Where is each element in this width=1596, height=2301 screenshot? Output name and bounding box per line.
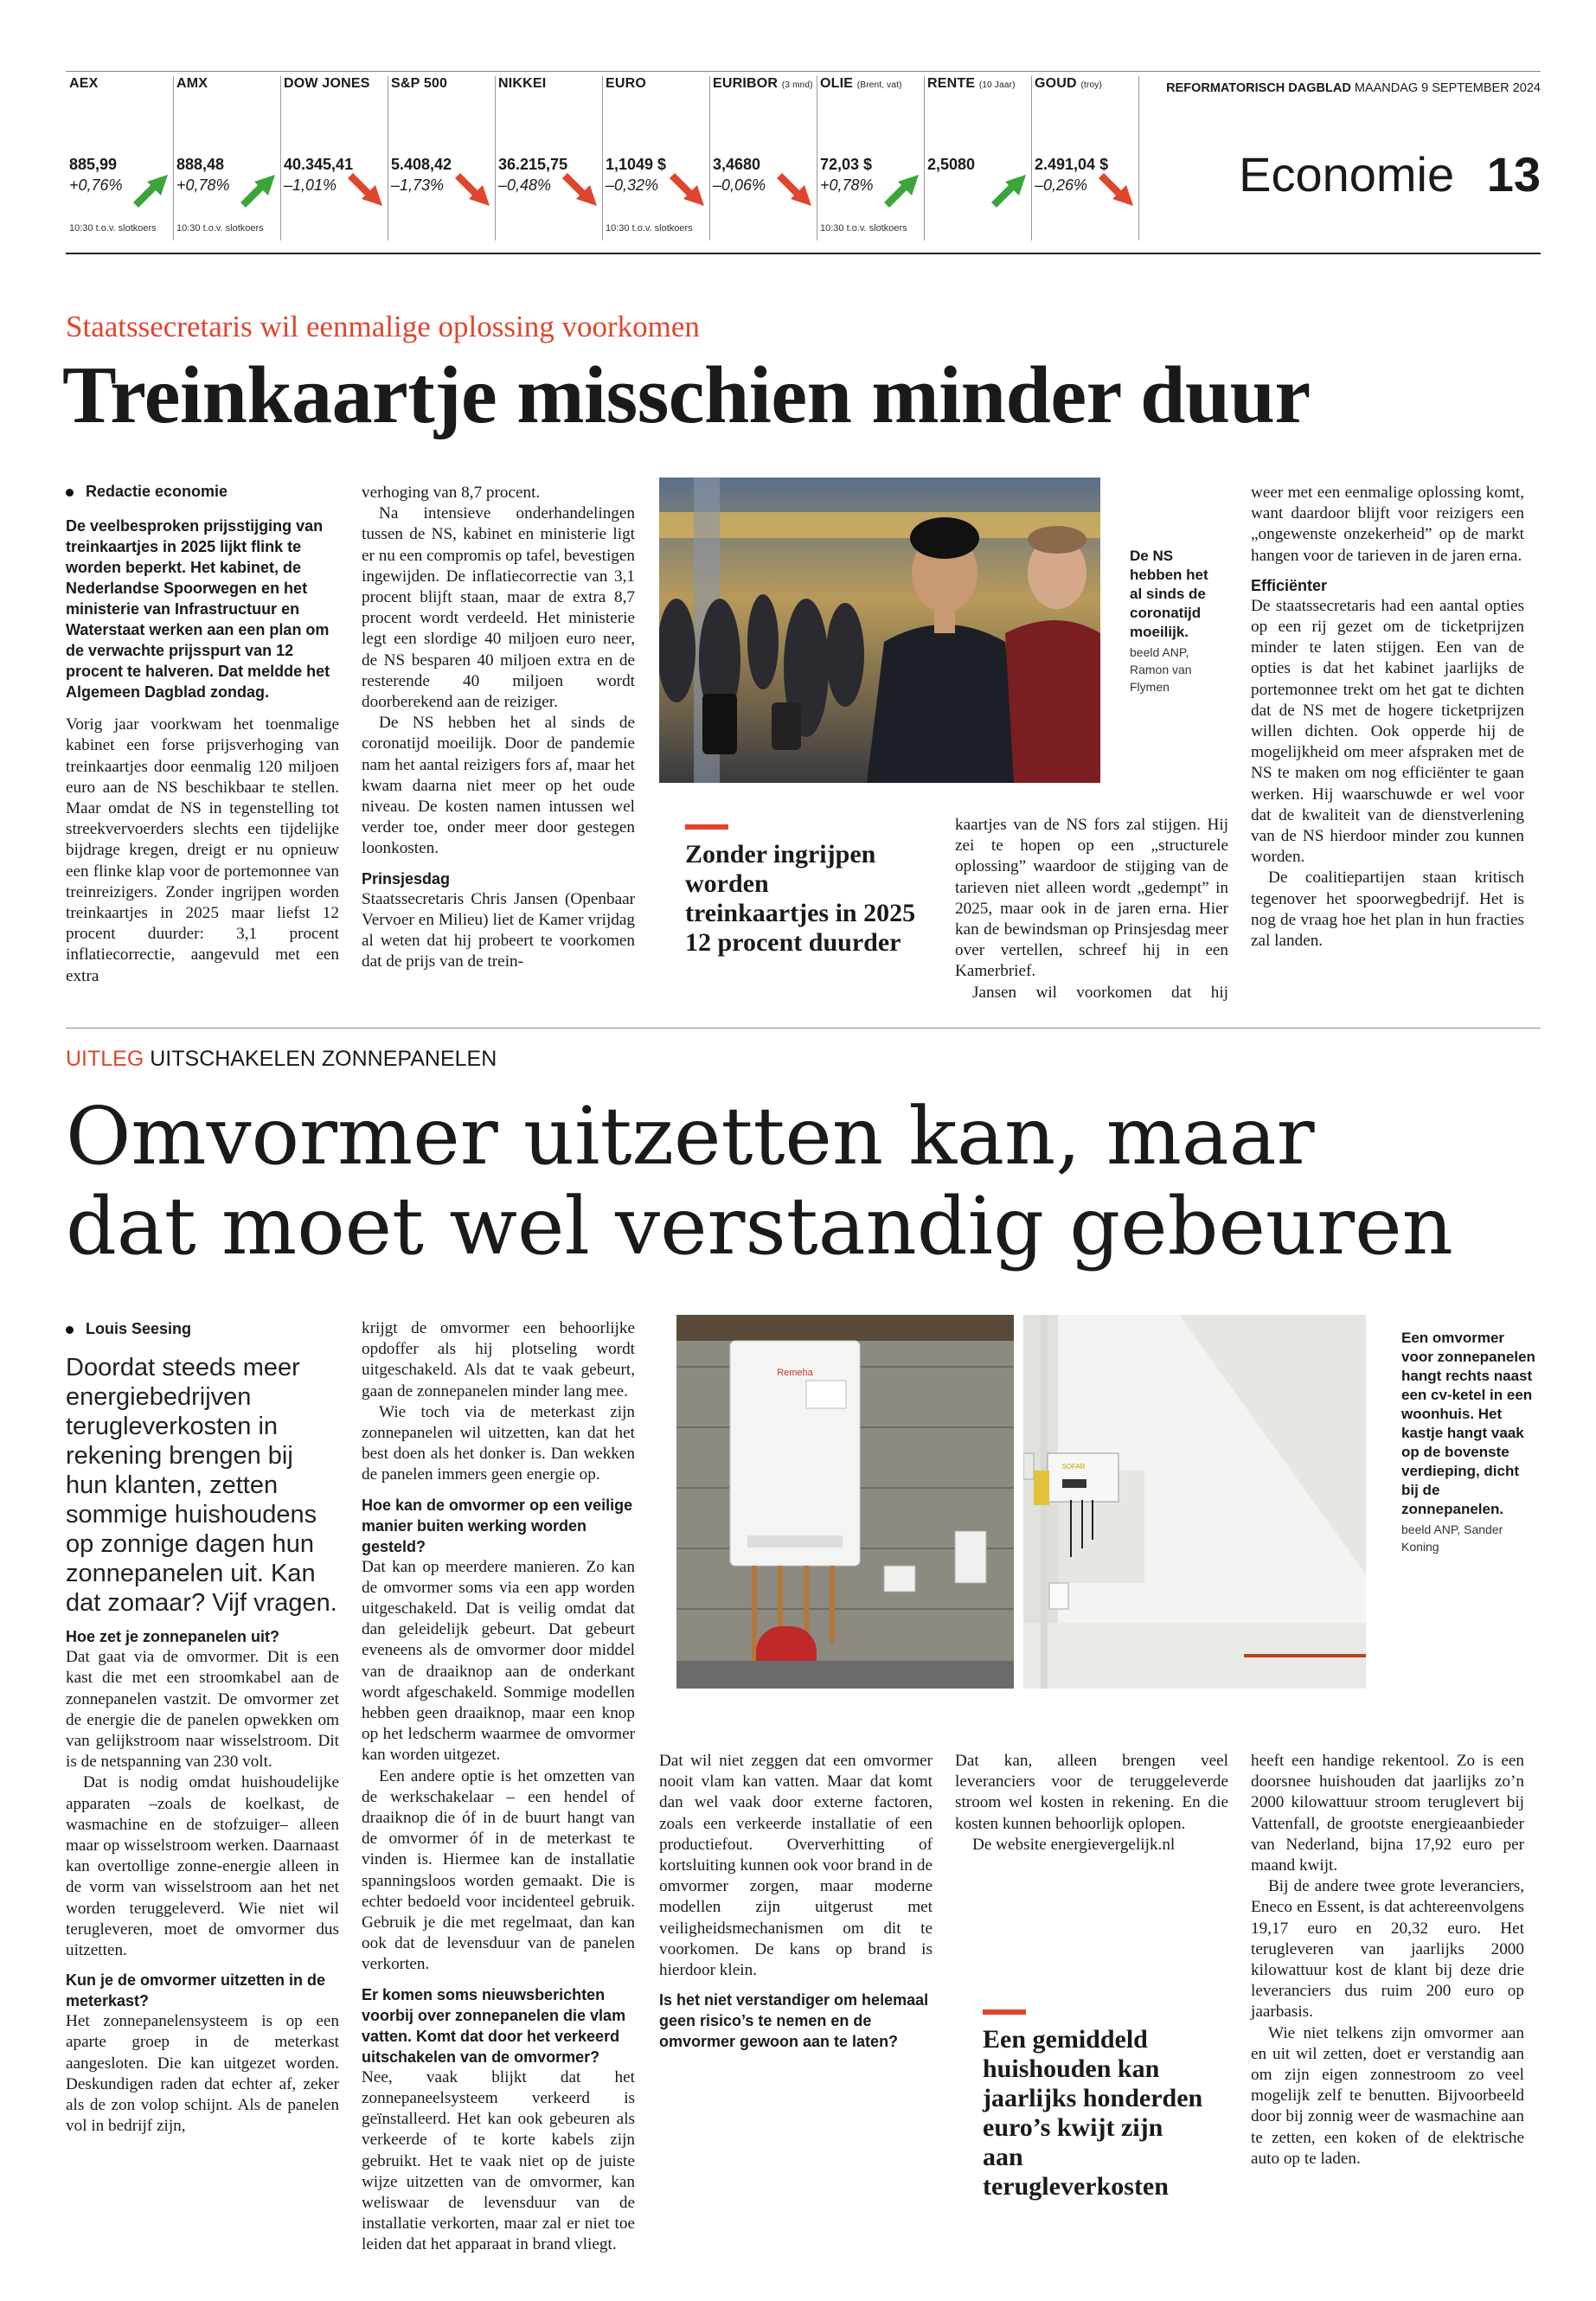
- article1-paragraph: Na intensieve onderhandelingen tussen de NS, kabinet en ministerie ligt er nu een compromis op tafel, bevestigen ingewijden. De inflatiecorrectie van 3,1 procent blijft staan, maar de extra 8,7 procent wordt verdeeld. Het ministerie legt een slordige 40 miljoen euro neer, de NS besparen 40 miljoen extra en de resterende 40 miljoen wordt doorberekend aan de reiziger.: [362, 504, 635, 712]
- ticker-item: [176, 76, 279, 240]
- article1-paragraph: kaartjes van de NS fors zal stijgen. Hij zei te hopen op een „structurele oplossing” waardoor de stijging van de tarieven niet alleen wordt „gedempt” in 2025, maar ook in de jaren erna. Hier kan de bewindsman op Prinsjesdag meer over vertellen, schreef hij in een Kamerbrief.: [955, 816, 1228, 981]
- section-header: [1239, 149, 1541, 201]
- article1-lead: De veelbesproken prijsstijging van treinkaartjes in 2025 lijkt flink te worden beperkt. Het kabinet, de Nederlandse Spoorwegen en het ministerie van Infrastructuur en Waterstaat werken aan een plan om de verwachte prijsspurt van 12 procent te halveren. Dat meldde het Algemeen Dagblad zondag.: [66, 517, 330, 702]
- caption-text: Een omvormer voor zonnepanelen hangt rechts naast een cv-ketel in een woonhuis. Het kastje hangt vaak op de bovenste verdieping, dicht bij de zonnepanelen.: [1401, 1330, 1535, 1517]
- pullquote-bar: [685, 824, 728, 830]
- article1-subhead: Efficiënter: [1251, 576, 1328, 594]
- ticker-value: 885,99: [69, 156, 118, 173]
- ticker-value: 1,1049 $: [606, 156, 667, 173]
- photo-credit: beeld ANP, Ramon van Flymen: [1130, 645, 1192, 694]
- ticker-value: 2.491,04 $: [1035, 156, 1109, 173]
- ticker-value: 2,5080: [927, 156, 976, 173]
- ticker-item: [284, 76, 386, 240]
- article2-paragraph: Dat wil niet zeggen dat een omvormer nooit vlam kan vatten. Maar dat komt dan wel vaak door externe factoren, zoals een verkeerde installatie of een productiefout. Oververhitting of kortsluiting kunnen ook voor brand in de omvormer zorgen, maar moderne modellen zijn uitgerust met veiligheidsmechanismen om dit te voorkomen. De kans op brand is hierdoor klein.: [659, 1752, 933, 1980]
- ticker-item: [927, 76, 1029, 240]
- article1-paragraph: Vorig jaar voorkwam het toenmalige kabinet een forse prijsverhoging van treinkaartjes door eenmalig 120 miljoen euro aan de NS beschikbaar te stellen. Maar omdat de NS in tegenstelling tot streekvervoerders slechts een tijdelijke bijdrage kregen, dreigt er nu opnieuw een flinke klap voor de portemonnee van treinreizigers. Zonder ingrijpen worden treinkaartjes in 2025 maar liefst 12 procent duurder: 3,1 procent inflatiecorrectie, aangevuld met een extra: [66, 715, 339, 985]
- arrow-down-icon: [348, 171, 386, 209]
- ticker-change: –0,32%: [606, 176, 659, 194]
- byline-bullet-icon: [66, 1326, 74, 1334]
- ticker-item: [69, 76, 171, 240]
- article2-col3: [659, 1751, 933, 2052]
- ticker-change: +0,78%: [820, 176, 874, 194]
- ticker-value: 3,4680: [713, 156, 761, 173]
- question-heading: Hoe kan de omvormer op een veilige manier buiten werking worden gesteld?: [362, 1496, 633, 1555]
- article1-paragraph: De staatssecretaris had een aantal opties op een rij gezet om de ticketprijzen minder te laten stijgen. Een van de opties is dat het kabinet jaarlijks de portemonnee trekt om het gat te dichten dat de NS met de hogere ticketprijzen willen dichten. Ook opperde hij de mogelijkheid om meer afspraken met de NS te maken om nog efficiënter te gaan werken. Hij waarschuwde er wel voor dat de kwaliteit van de dienstverlening van de NS hierdoor minder zou kunnen worden.: [1251, 596, 1524, 867]
- article1-paragraph: verhoging van 8,7 procent.: [362, 484, 541, 502]
- article2-col2: [362, 1318, 635, 2256]
- ticker-label: AEX: [69, 76, 99, 91]
- train-photo-caption: [1130, 547, 1223, 695]
- ticker-change: –0,26%: [1035, 176, 1088, 194]
- arrow-down-icon: [777, 171, 815, 209]
- ticker-divider: [709, 76, 710, 240]
- article2-intro: Doordat steeds meer energiebedrijven terugleverkosten in rekening brengen bij hun klanten, zetten sommige huishoudens op zonnige dagen hun zonnepanelen uit. Kan dat zomaar? Vijf vragen.: [66, 1354, 337, 1618]
- article1-subhead: Prinsjesdag: [362, 869, 451, 888]
- ticker-label: EURO: [606, 76, 647, 91]
- article2-headline: Omvormer uitzetten kan, maar dat moet wel verstandig gebeuren: [66, 1090, 1453, 1272]
- question-heading: Kun je de omvormer uitzetten in de meterkast?: [66, 1971, 326, 2010]
- ticker-label: AMX: [176, 76, 208, 91]
- ticker-value: 40.345,41: [284, 156, 354, 173]
- article1-paragraph: Staatssecretaris Chris Jansen (Openbaar Vervoer en Milieu) liet de Kamer vrijdag al weten dat hij probeert te voorkomen dat de prijs van de trein-: [362, 889, 635, 971]
- inverter-photo-caption: [1401, 1329, 1540, 1555]
- article2-paragraph: Dat kan op meerdere manieren. Zo kan de omvormer soms via een app worden uitgeschakeld. Dat is veilig omdat dat dan geleidelijk gebeurt. Dat gebeurt eveneens als de omvormer door middel van de draaiknop aan de onderkant wordt afgeschakeld. Sommige modellen hebben geen draaiknop, maar een knop op het ledscherm waarmee de omvormer kan worden uitgezet.: [362, 1557, 635, 1765]
- ticker-label: GOUD (troy): [1035, 76, 1102, 91]
- article1-headline: Treinkaartje misschien minder duur: [62, 350, 1311, 440]
- ticker-change: –1,73%: [391, 176, 445, 194]
- article1-kicker: Staatssecretaris wil eenmalige oplossing voorkomen: [66, 310, 700, 343]
- ticker-item: [498, 76, 600, 240]
- article2-paragraph: Dat kan, alleen brengen veel leveranciers voor de teruggeleverde stroom wel kosten in rekening. En die kosten kunnen behoorlijk oplopen.: [955, 1752, 1228, 1833]
- question-heading: Is het niet verstandiger om helemaal geen risico’s te nemen en de omvormer gewoon aan te laten?: [659, 1991, 929, 2051]
- ticker-value: 72,03 $: [820, 156, 873, 173]
- question-heading: Hoe zet je zonnepanelen uit?: [66, 1628, 280, 1646]
- arrow-up-icon: [991, 171, 1029, 209]
- ticker-value: 888,48: [176, 156, 225, 173]
- arrow-up-icon: [240, 171, 279, 209]
- byline-bullet-icon: [66, 489, 74, 497]
- ticker-label: NIKKEI: [498, 76, 547, 91]
- boiler-brand-label: Remeha: [777, 1368, 813, 1378]
- article1-paragraph: weer met een eenmalige oplossing komt, want daardoor blijft voor reizigers een „ongewenste onzekerheid” op de markt hangen voor de tarieven in de jaren erna.: [1251, 484, 1524, 565]
- article2-col1: [66, 1318, 339, 2137]
- article2-paragraph: Nee, vaak blijkt dat het zonnepaneelsysteem verkeerd is geïnstalleerd. Het kan ook gebeuren als verkeerde of te korte kabels zijn gebruikt. Het te vaak niet op de juiste wijze uitzetten van de omvormer, kan weliswaar de levensduur van de installatie verkorten, maar zal er niet toe leiden dat het apparaat in brand vliegt.: [362, 2067, 635, 2254]
- kicker-topic: UITSCHAKELEN ZONNEPANELEN: [150, 1047, 497, 1071]
- arrow-down-icon: [455, 171, 493, 209]
- photo-credit: beeld ANP, Sander Koning: [1401, 1522, 1503, 1554]
- article2-paragraph: Het zonnepanelensysteem is op een aparte groep in de meterkast aangesloten. Die kan uitgezet worden. Deskundigen raden dat echter af, zeker als de zon volop schijnt. Als de panelen vol in bedrijf zijn,: [66, 2012, 339, 2136]
- article2-col5: [1251, 1751, 1524, 2170]
- kicker-label: UITLEG: [66, 1047, 144, 1071]
- article2-paragraph: Dat gaat via de omvormer. Dit is een kast die met een stroomkabel aan de zonnepanelen vastzit. De omvormer zet de energie die de panelen opwekken om van gelijkstroom naar wisselstroom. Dit is de netspanning van 230 volt.: [66, 1648, 339, 1772]
- article1-col5: [1251, 483, 1524, 952]
- caption-text: De NS hebben het al sinds de coronatijd moeilijk.: [1130, 548, 1208, 640]
- ticker-divider: [602, 76, 603, 240]
- article1-col1: [66, 481, 339, 987]
- paper-name: REFORMATORISCH DAGBLAD: [1166, 81, 1351, 95]
- ticker-item: [820, 76, 922, 240]
- ticker-label: DOW JONES: [284, 76, 370, 91]
- ticker-note: 10:30 t.o.v. slotkoers: [606, 223, 693, 234]
- inverter-brand-label: SOFAR: [1061, 1463, 1086, 1471]
- article2-paragraph: Bij de andere twee grote leveranciers, Eneco en Essent, is dat achtereenvolgens 19,17 euro en 20,32 euro. Het terugleveren van jaarlijks 2000 kilowattuur kost de klant bij deze drie leveranciers dus ruim 200 euro op jaarbasis.: [1251, 1877, 1524, 2022]
- arrow-down-icon: [1099, 171, 1137, 209]
- article1-paragraph: Jansen wil voorkomen dat hij: [972, 983, 1228, 1002]
- ticker-divider: [173, 76, 174, 240]
- article1-col2: [362, 483, 635, 972]
- pullquote-text: Een gemiddeld huishouden kan jaarlijks honderden euro’s kwijt zijn aan terugleverkosten: [983, 2025, 1203, 2201]
- article1-byline: Redactie economie: [66, 481, 339, 502]
- arrow-up-icon: [133, 171, 171, 209]
- article2-pullquote: [983, 2009, 1208, 2202]
- article1-col4: [955, 815, 1228, 1003]
- article2-col4: [955, 1751, 1228, 1856]
- article2-paragraph: krijgt de omvormer een behoorlijke opdoffer als hij plotseling wordt uitgeschakeld. Als dat te vaak gebeurt, gaan de zonnepanelen minder lang mee.: [362, 1319, 635, 1400]
- ticker-value: 36.215,75: [498, 156, 568, 173]
- ticker-change: –0,48%: [498, 176, 552, 194]
- ticker-divider: [280, 76, 281, 240]
- train-station-photo: [659, 478, 1100, 783]
- ticker-item: [1035, 76, 1137, 240]
- section-title: Economie: [1239, 147, 1455, 202]
- pullquote-text: Zonder ingrijpen worden treinkaartjes in 2025 12 procent duurder: [685, 840, 916, 957]
- ticker-change: +0,78%: [176, 176, 230, 194]
- ticker-note: 10:30 t.o.v. slotkoers: [69, 223, 157, 234]
- pullquote-bar: [983, 2009, 1026, 2015]
- arrow-up-icon: [884, 171, 922, 209]
- ticker-item: [391, 76, 493, 240]
- ticker-label: OLIE (Brent, vat): [820, 76, 902, 91]
- article2-paragraph: Dat is nodig omdat huishoudelijke apparaten –zoals de koelkast, de wasmachine en de stofzuiger– alleen maar op wisselstroom werken. Daarnaast kan overtollige zonne-energie alleen in de vorm van wisselstroom aan het net worden teruggeleverd. Wie niet wil terugleveren, moet de omvormer dus uitzetten.: [66, 1773, 339, 1960]
- inverter-photo: [1023, 1315, 1366, 1689]
- masthead-line: [1166, 81, 1541, 95]
- article1-paragraph: De coalitiepartijen staan kritisch tegenover het spoorwegbedrijf. Het is nog de vraag hoe het plan in hun fracties zal landen.: [1251, 868, 1524, 951]
- ticker-change: –0,06%: [713, 176, 766, 194]
- ticker-item: [713, 76, 815, 240]
- page-number: 13: [1486, 147, 1541, 202]
- ticker-divider: [495, 76, 496, 240]
- article2-paragraph: Wie toch via de meterkast zijn zonnepanelen wil uitzetten, kan dat het best doen als het donker is. Dan wekken de panelen immers geen energie op.: [362, 1402, 635, 1484]
- article2-paragraph: heeft een handige rekentool. Zo is een doorsnee huishouden dat jaarlijks zo’n 2000 kilowattuur stroom teruglevert bij Vattenfall, de grootste energieaanbieder van Nederland, bijna 17,92 euro per maand kwijt.: [1251, 1752, 1524, 1875]
- ticker-note: 10:30 t.o.v. slotkoers: [820, 223, 907, 234]
- arrow-down-icon: [670, 171, 708, 209]
- ticker-change: +0,76%: [69, 176, 123, 194]
- ticker-change: –1,01%: [284, 176, 337, 194]
- article1-pullquote: [685, 824, 919, 958]
- article2-paragraph: Een andere optie is het omzetten van de werkschakelaar – een hendel of draaiknop die óf in de buurt hangt van de omvormer óf in de meterkast te vinden is. Hiermee kan de installatie spanningsloos worden gemaakt. Die is echter bedoeld voor incidenteel gebruik. Gebruik je die met regelmaat, dan kan ook dat de levensduur van de panelen verkorten.: [362, 1766, 635, 1974]
- ticker-label: RENTE (10 Jaar): [927, 76, 1016, 91]
- article2-paragraph: Wie niet telkens zijn omvormer aan en uit wil zetten, doet er verstandig aan om zijn eigen zonnestroom zo veel mogelijk zelf te benutten. Bijvoorbeeld door bij zonnig weer de wasmachine aan te zetten, een koken of de elektrische auto op te laden.: [1251, 2023, 1524, 2168]
- article1-paragraph: De NS hebben het al sinds de coronatijd moeilijk. Door de pandemie nam het aantal reizigers fors af, maar het kwam daarna niet meer op het oude niveau. De kosten namen intussen wel verder toe, onder meer door gestegen loonkosten.: [362, 714, 635, 858]
- arrow-down-icon: [562, 171, 600, 209]
- article2-byline: Louis Seesing: [66, 1318, 339, 1339]
- ticker-label: S&P 500: [391, 76, 448, 91]
- ticker-note: 10:30 t.o.v. slotkoers: [176, 223, 264, 234]
- ticker-divider: [1031, 76, 1032, 240]
- ticker-item: [606, 76, 708, 240]
- ticker-divider: [1138, 76, 1139, 240]
- ticker-divider: [924, 76, 925, 240]
- article2-paragraph: De website energievergelijk.nl: [972, 1835, 1176, 1854]
- article2-kicker: [66, 1047, 497, 1072]
- question-heading: Er komen soms nieuwsberichten voorbij over zonnepanelen die vlam vatten. Komt dat door het verkeerd uitschakelen van de omvormer?: [362, 1985, 626, 2066]
- boiler-photo: [676, 1315, 1014, 1689]
- ticker-label: EURIBOR (3 mnd): [713, 76, 813, 91]
- ticker-value: 5.408,42: [391, 156, 452, 173]
- issue-date: MAANDAG 9 SEPTEMBER 2024: [1354, 81, 1541, 95]
